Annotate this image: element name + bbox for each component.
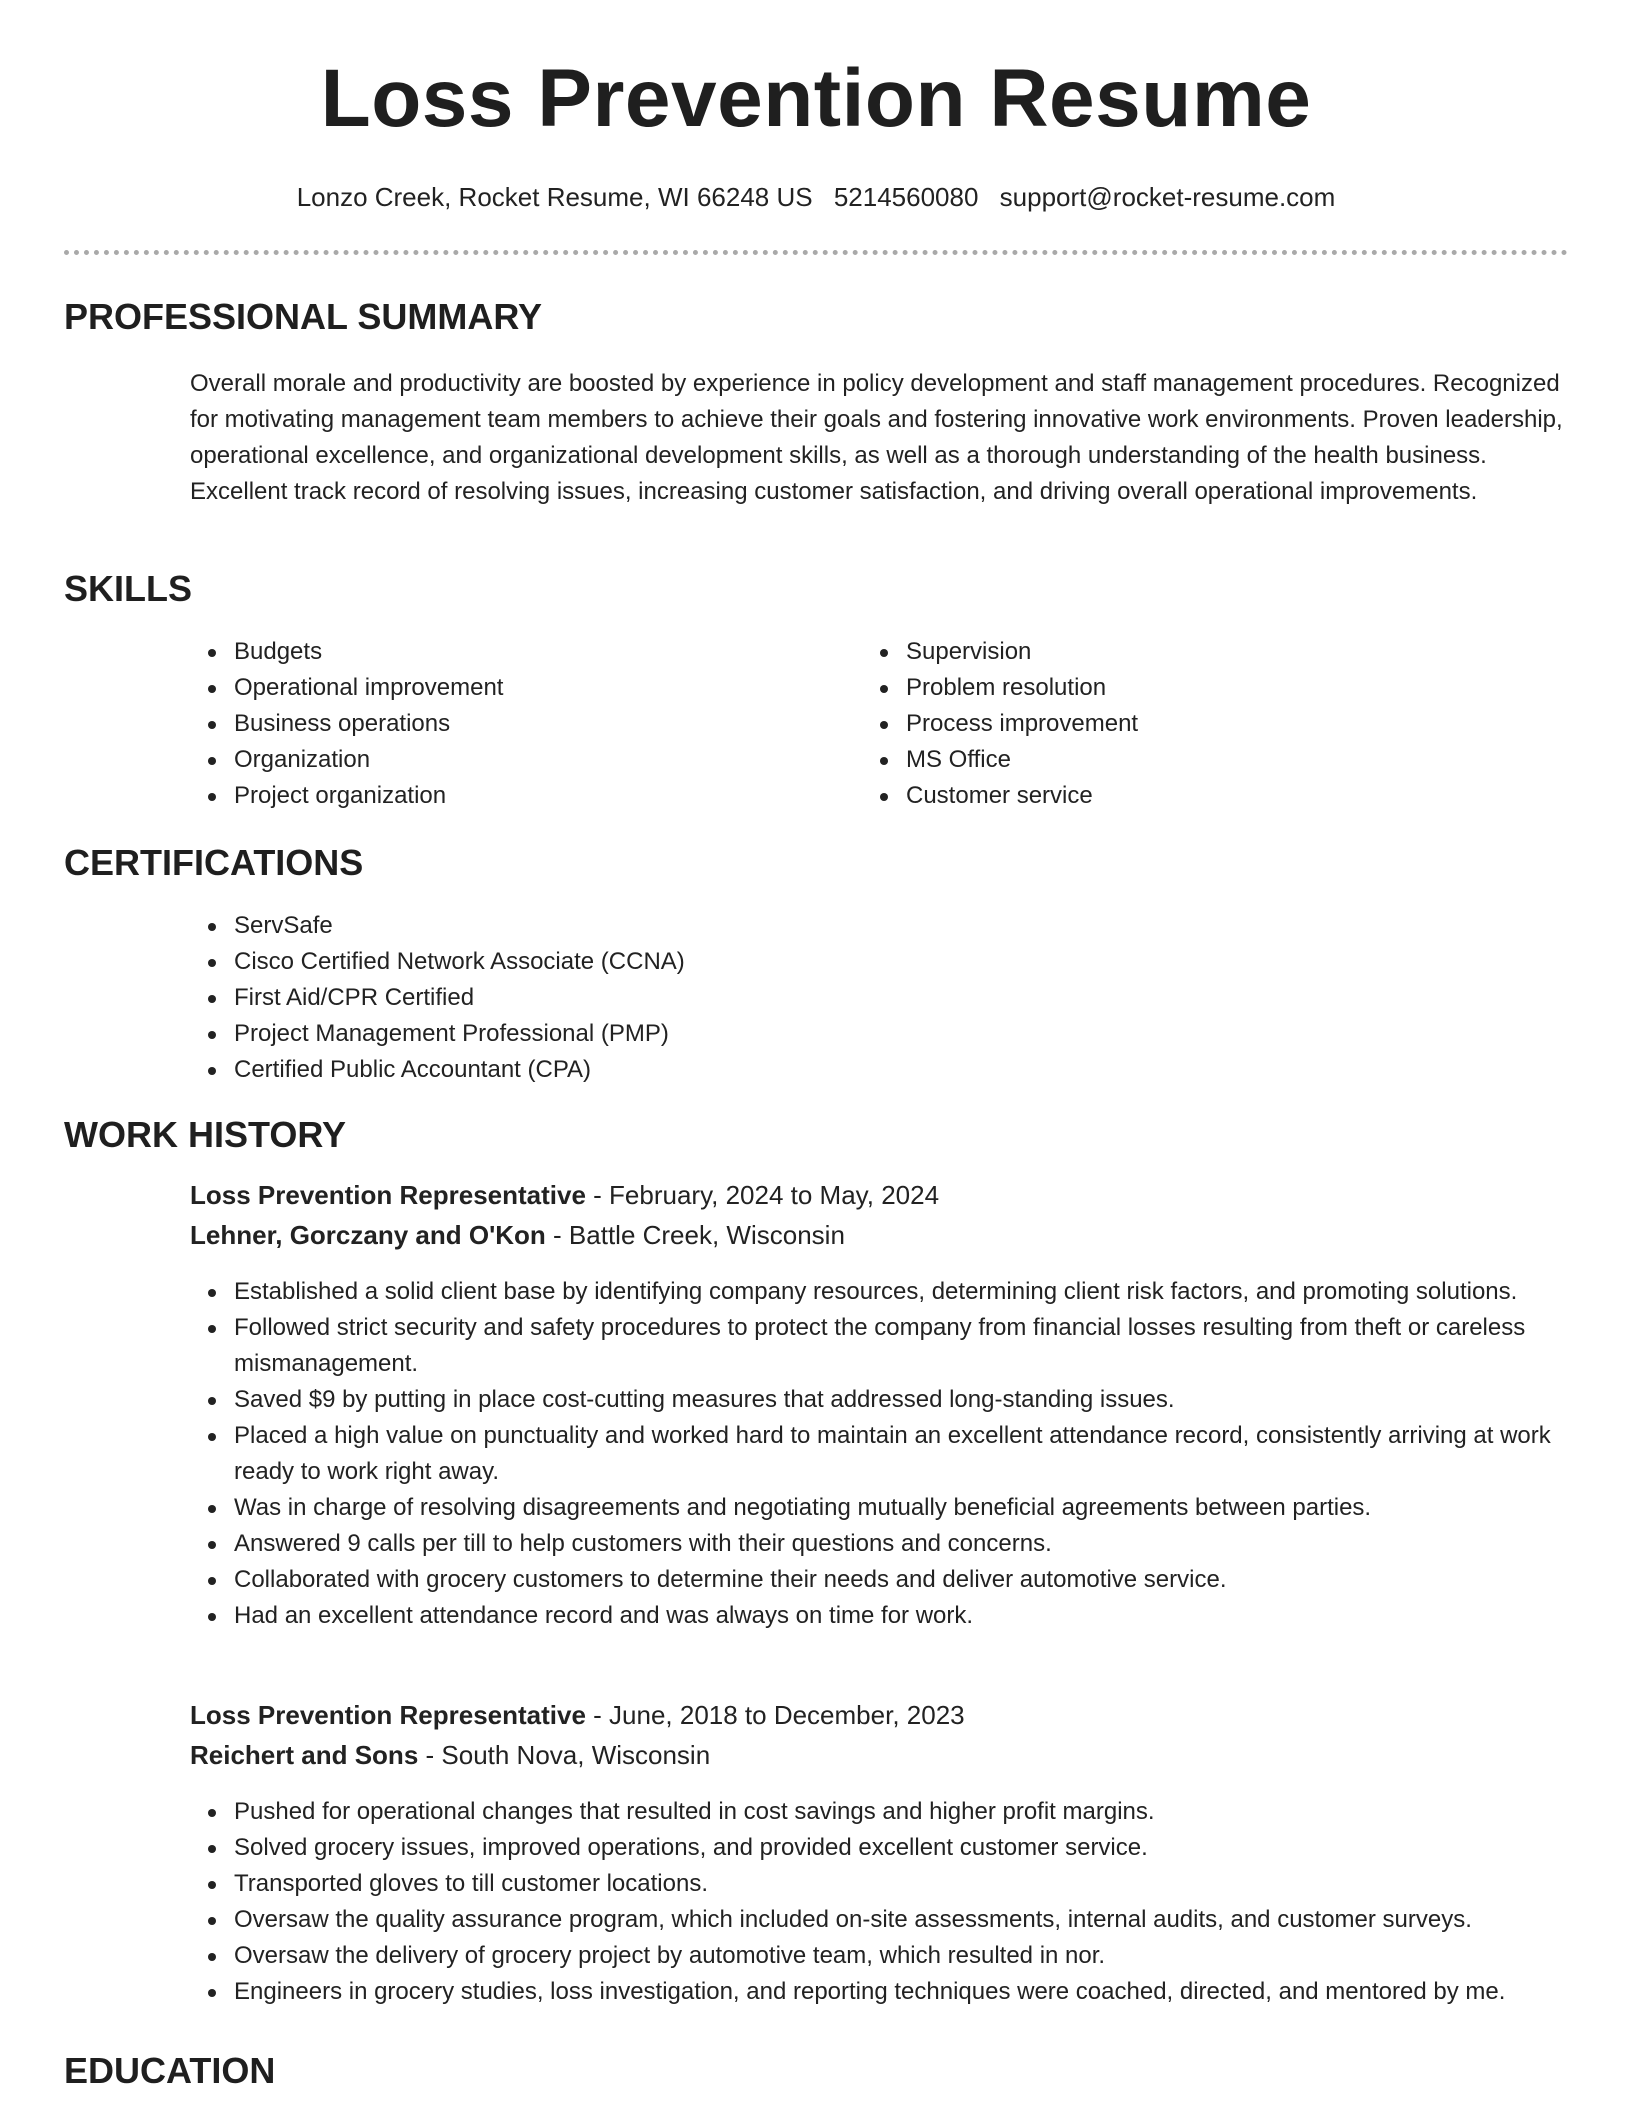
certifications-heading: CERTIFICATIONS <box>64 842 364 883</box>
job-duty: Established a solid client base by identifying company resources, determining client risk factors, and promoting solutions. <box>234 1274 1576 1310</box>
job-title: Loss Prevention Representative <box>190 1700 586 1730</box>
skill-item: Supervision <box>906 634 1526 670</box>
resume-title: Loss Prevention Resume <box>320 53 1312 144</box>
certifications-list <box>190 908 1574 1088</box>
contact-address: Lonzo Creek, Rocket Resume, WI 66248 US <box>296 182 813 212</box>
job-dates: - February, 2024 to May, 2024 <box>585 1180 940 1210</box>
skill-item: Problem resolution <box>906 670 1526 706</box>
job-duty: Was in charge of resolving disagreements and negotiating mutually beneficial agreements between parties. <box>234 1490 1576 1526</box>
job-duty: Engineers in grocery studies, loss investigation, and reporting techniques were coached, directed, and mentored by me. <box>234 1974 1594 2010</box>
header-divider <box>64 250 1568 255</box>
skills-heading: SKILLS <box>64 568 193 609</box>
certification-item: Cisco Certified Network Associate (CCNA) <box>234 944 1574 980</box>
job-duty: Transported gloves to till customer locations. <box>234 1866 1594 1902</box>
job-title: Loss Prevention Representative <box>190 1180 586 1210</box>
skill-item: Business operations <box>234 706 854 742</box>
education-heading: EDUCATION <box>64 2050 276 2091</box>
skill-item: Organization <box>234 742 854 778</box>
job-duty: Pushed for operational changes that resulted in cost savings and higher profit margins. <box>234 1794 1594 1830</box>
contact-line <box>0 182 1632 213</box>
job-duties-list <box>190 1794 1594 2010</box>
job-duty: Answered 9 calls per till to help customers with their questions and concerns. <box>234 1526 1576 1562</box>
contact-phone: 5214560080 <box>833 182 979 212</box>
skill-item: Process improvement <box>906 706 1526 742</box>
skill-item: Budgets <box>234 634 854 670</box>
job-duty: Oversaw the delivery of grocery project by automotive team, which resulted in nor. <box>234 1938 1594 1974</box>
job-duty: Collaborated with grocery customers to determine their needs and deliver automotive service. <box>234 1562 1576 1598</box>
job-company-line <box>190 1220 845 1251</box>
job-title-line <box>190 1180 939 1211</box>
summary-text: Overall morale and productivity are boosted by experience in policy development and staff management procedures. Recognized for motivating management team members to achieve their goals and fostering innovative work environments. Proven leadership, operational excellence, and organizational development skills, as well as a thorough understanding of the health business. Excellent track record of resolving issues, increasing customer satisfaction, and driving overall operational improvements. <box>190 370 1563 505</box>
certification-item: First Aid/CPR Certified <box>234 980 1574 1016</box>
contact-email: support@rocket-resume.com <box>999 182 1336 212</box>
skill-item: MS Office <box>906 742 1526 778</box>
job-location: - Battle Creek, Wisconsin <box>545 1220 845 1250</box>
job-dates: - June, 2018 to December, 2023 <box>585 1700 965 1730</box>
job-company: Reichert and Sons <box>190 1740 419 1770</box>
job-duty: Oversaw the quality assurance program, which included on-site assessments, internal audits, and customer surveys. <box>234 1902 1594 1938</box>
skills-list-right <box>862 634 1526 814</box>
skills-list-left <box>190 634 854 814</box>
job-duty: Solved grocery issues, improved operations, and provided excellent customer service. <box>234 1830 1594 1866</box>
skill-item: Operational improvement <box>234 670 854 706</box>
job-duty: Placed a high value on punctuality and worked hard to maintain an excellent attendance record, consistently arriving at work ready to work right away. <box>234 1418 1576 1490</box>
skill-item: Project organization <box>234 778 854 814</box>
job-duty: Saved $9 by putting in place cost-cutting measures that addressed long-standing issues. <box>234 1382 1576 1418</box>
job-company-line <box>190 1740 710 1771</box>
certification-item: ServSafe <box>234 908 1574 944</box>
job-duty: Had an excellent attendance record and was always on time for work. <box>234 1598 1576 1634</box>
certification-item: Project Management Professional (PMP) <box>234 1016 1574 1052</box>
skill-item: Customer service <box>906 778 1526 814</box>
job-duties-list <box>190 1274 1576 1634</box>
summary-heading: PROFESSIONAL SUMMARY <box>64 296 543 337</box>
job-location: - South Nova, Wisconsin <box>418 1740 711 1770</box>
work-history-heading: WORK HISTORY <box>64 1114 347 1155</box>
job-title-line <box>190 1700 965 1731</box>
certification-item: Certified Public Accountant (CPA) <box>234 1052 1574 1088</box>
job-duty: Followed strict security and safety procedures to protect the company from financial losses resulting from theft or careless mismanagement. <box>234 1310 1576 1382</box>
job-company: Lehner, Gorczany and O'Kon <box>190 1220 546 1250</box>
